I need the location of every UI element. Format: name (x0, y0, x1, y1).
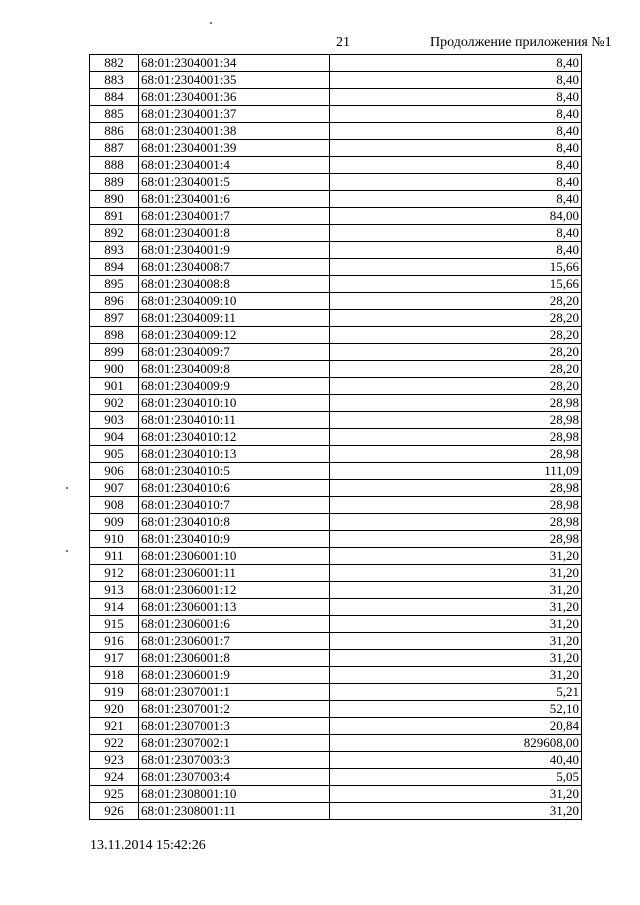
cadastral-number: 68:01:2307001:3 (139, 718, 330, 735)
row-number: 889 (90, 174, 139, 191)
cadastral-number: 68:01:2304001:39 (139, 140, 330, 157)
row-value: 8,40 (330, 106, 582, 123)
table-row (90, 123, 582, 140)
table-row (90, 480, 582, 497)
table-row (90, 361, 582, 378)
row-number: 915 (90, 616, 139, 633)
table-row (90, 582, 582, 599)
table-row (90, 803, 582, 820)
row-number: 925 (90, 786, 139, 803)
table-row (90, 616, 582, 633)
row-value: 52,10 (330, 701, 582, 718)
cadastral-number: 68:01:2304010:9 (139, 531, 330, 548)
table-row (90, 701, 582, 718)
table-row (90, 769, 582, 786)
row-number: 901 (90, 378, 139, 395)
cadastral-number: 68:01:2304008:8 (139, 276, 330, 293)
row-value: 31,20 (330, 599, 582, 616)
table-row (90, 718, 582, 735)
row-value: 8,40 (330, 191, 582, 208)
table-row (90, 684, 582, 701)
table-row (90, 752, 582, 769)
cadastral-number: 68:01:2306001:9 (139, 667, 330, 684)
cadastral-number: 68:01:2304009:7 (139, 344, 330, 361)
table-row (90, 514, 582, 531)
row-number: 910 (90, 531, 139, 548)
parcel-table-body (90, 55, 582, 820)
row-value: 31,20 (330, 667, 582, 684)
row-value: 28,98 (330, 429, 582, 446)
table-row (90, 650, 582, 667)
cadastral-number: 68:01:2306001:10 (139, 548, 330, 565)
table-row (90, 378, 582, 395)
footer-timestamp: 13.11.2014 15:42:26 (90, 838, 206, 853)
scan-speck (66, 550, 68, 552)
table-row (90, 293, 582, 310)
cadastral-number: 68:01:2304001:34 (139, 55, 330, 72)
row-number: 899 (90, 344, 139, 361)
cadastral-number: 68:01:2307001:1 (139, 684, 330, 701)
cadastral-number: 68:01:2304009:12 (139, 327, 330, 344)
row-value: 28,20 (330, 378, 582, 395)
table-row (90, 548, 582, 565)
cadastral-number: 68:01:2306001:11 (139, 565, 330, 582)
row-number: 926 (90, 803, 139, 820)
row-value: 8,40 (330, 140, 582, 157)
row-value: 5,05 (330, 769, 582, 786)
cadastral-number: 68:01:2306001:8 (139, 650, 330, 667)
cadastral-number: 68:01:2304010:5 (139, 463, 330, 480)
row-number: 924 (90, 769, 139, 786)
row-number: 892 (90, 225, 139, 242)
row-number: 923 (90, 752, 139, 769)
table-row (90, 225, 582, 242)
cadastral-number: 68:01:2306001:6 (139, 616, 330, 633)
cadastral-number: 68:01:2304010:8 (139, 514, 330, 531)
row-value: 31,20 (330, 565, 582, 582)
row-number: 896 (90, 293, 139, 310)
page-number: 21 (336, 35, 350, 50)
row-value: 31,20 (330, 650, 582, 667)
row-value: 31,20 (330, 548, 582, 565)
row-value: 28,98 (330, 395, 582, 412)
cadastral-number: 68:01:2307003:3 (139, 752, 330, 769)
row-number: 882 (90, 55, 139, 72)
table-row (90, 72, 582, 89)
table-row (90, 259, 582, 276)
row-value: 31,20 (330, 616, 582, 633)
row-value: 28,20 (330, 310, 582, 327)
row-number: 883 (90, 72, 139, 89)
cadastral-number: 68:01:2304009:8 (139, 361, 330, 378)
table-row (90, 565, 582, 582)
table-row (90, 786, 582, 803)
scan-speck (210, 22, 212, 24)
row-value: 28,98 (330, 480, 582, 497)
row-value: 28,20 (330, 293, 582, 310)
cadastral-number: 68:01:2306001:13 (139, 599, 330, 616)
cadastral-number: 68:01:2306001:12 (139, 582, 330, 599)
row-value: 31,20 (330, 803, 582, 820)
cadastral-number: 68:01:2308001:10 (139, 786, 330, 803)
row-number: 921 (90, 718, 139, 735)
row-number: 904 (90, 429, 139, 446)
row-number: 916 (90, 633, 139, 650)
table-row (90, 89, 582, 106)
cadastral-number: 68:01:2304001:37 (139, 106, 330, 123)
scan-speck (66, 487, 68, 489)
row-number: 914 (90, 599, 139, 616)
cadastral-number: 68:01:2307001:2 (139, 701, 330, 718)
table-row (90, 531, 582, 548)
cadastral-number: 68:01:2304001:38 (139, 123, 330, 140)
row-value: 15,66 (330, 259, 582, 276)
row-number: 913 (90, 582, 139, 599)
row-number: 887 (90, 140, 139, 157)
table-row (90, 191, 582, 208)
cadastral-number: 68:01:2304010:11 (139, 412, 330, 429)
row-value: 8,40 (330, 225, 582, 242)
table-row (90, 395, 582, 412)
row-number: 888 (90, 157, 139, 174)
table-row (90, 208, 582, 225)
cadastral-number: 68:01:2304001:6 (139, 191, 330, 208)
table-row (90, 667, 582, 684)
table-row (90, 140, 582, 157)
cadastral-number: 68:01:2304009:9 (139, 378, 330, 395)
table-row (90, 497, 582, 514)
table-row (90, 174, 582, 191)
cadastral-number: 68:01:2304009:10 (139, 293, 330, 310)
row-value: 8,40 (330, 242, 582, 259)
row-value: 8,40 (330, 89, 582, 106)
cadastral-number: 68:01:2307003:4 (139, 769, 330, 786)
row-number: 920 (90, 701, 139, 718)
row-number: 906 (90, 463, 139, 480)
row-number: 898 (90, 327, 139, 344)
row-number: 911 (90, 548, 139, 565)
table-row (90, 106, 582, 123)
row-value: 28,20 (330, 327, 582, 344)
row-value: 5,21 (330, 684, 582, 701)
cadastral-number: 68:01:2304001:35 (139, 72, 330, 89)
row-number: 909 (90, 514, 139, 531)
table-row (90, 599, 582, 616)
table-row (90, 633, 582, 650)
row-value: 31,20 (330, 786, 582, 803)
table-row (90, 735, 582, 752)
table-row (90, 157, 582, 174)
row-number: 897 (90, 310, 139, 327)
row-number: 922 (90, 735, 139, 752)
row-number: 894 (90, 259, 139, 276)
row-value: 28,20 (330, 361, 582, 378)
parcel-table (89, 54, 582, 820)
table-row (90, 327, 582, 344)
row-value: 28,98 (330, 531, 582, 548)
row-number: 893 (90, 242, 139, 259)
row-number: 886 (90, 123, 139, 140)
row-number: 891 (90, 208, 139, 225)
table-row (90, 276, 582, 293)
cadastral-number: 68:01:2304001:7 (139, 208, 330, 225)
row-value: 20,84 (330, 718, 582, 735)
row-number: 885 (90, 106, 139, 123)
row-value: 8,40 (330, 123, 582, 140)
row-number: 895 (90, 276, 139, 293)
row-number: 890 (90, 191, 139, 208)
row-value: 829608,00 (330, 735, 582, 752)
table-row (90, 344, 582, 361)
row-number: 917 (90, 650, 139, 667)
row-value: 28,98 (330, 412, 582, 429)
table-row (90, 412, 582, 429)
table-row (90, 463, 582, 480)
cadastral-number: 68:01:2308001:11 (139, 803, 330, 820)
cadastral-number: 68:01:2304010:7 (139, 497, 330, 514)
row-value: 8,40 (330, 174, 582, 191)
row-value: 28,98 (330, 497, 582, 514)
cadastral-number: 68:01:2304008:7 (139, 259, 330, 276)
table-row (90, 310, 582, 327)
cadastral-number: 68:01:2304001:4 (139, 157, 330, 174)
row-number: 905 (90, 446, 139, 463)
table-row (90, 242, 582, 259)
row-value: 84,00 (330, 208, 582, 225)
table-row (90, 55, 582, 72)
row-number: 918 (90, 667, 139, 684)
cadastral-number: 68:01:2306001:7 (139, 633, 330, 650)
cadastral-number: 68:01:2307002:1 (139, 735, 330, 752)
row-number: 900 (90, 361, 139, 378)
cadastral-number: 68:01:2304010:12 (139, 429, 330, 446)
row-number: 902 (90, 395, 139, 412)
row-number: 919 (90, 684, 139, 701)
cadastral-number: 68:01:2304010:13 (139, 446, 330, 463)
row-number: 884 (90, 89, 139, 106)
row-number: 903 (90, 412, 139, 429)
row-value: 8,40 (330, 55, 582, 72)
row-value: 15,66 (330, 276, 582, 293)
cadastral-number: 68:01:2304010:10 (139, 395, 330, 412)
cadastral-number: 68:01:2304001:36 (139, 89, 330, 106)
cadastral-number: 68:01:2304001:9 (139, 242, 330, 259)
cadastral-number: 68:01:2304001:5 (139, 174, 330, 191)
row-value: 31,20 (330, 633, 582, 650)
cadastral-number: 68:01:2304010:6 (139, 480, 330, 497)
row-value: 111,09 (330, 463, 582, 480)
table-row (90, 429, 582, 446)
row-number: 908 (90, 497, 139, 514)
row-number: 907 (90, 480, 139, 497)
row-value: 28,20 (330, 344, 582, 361)
row-value: 8,40 (330, 72, 582, 89)
table-row (90, 446, 582, 463)
cadastral-number: 68:01:2304001:8 (139, 225, 330, 242)
row-value: 8,40 (330, 157, 582, 174)
row-value: 28,98 (330, 514, 582, 531)
row-value: 28,98 (330, 446, 582, 463)
cadastral-number: 68:01:2304009:11 (139, 310, 330, 327)
row-number: 912 (90, 565, 139, 582)
row-value: 31,20 (330, 582, 582, 599)
page-title: Продолжение приложения №1 (430, 35, 612, 50)
row-value: 40,40 (330, 752, 582, 769)
